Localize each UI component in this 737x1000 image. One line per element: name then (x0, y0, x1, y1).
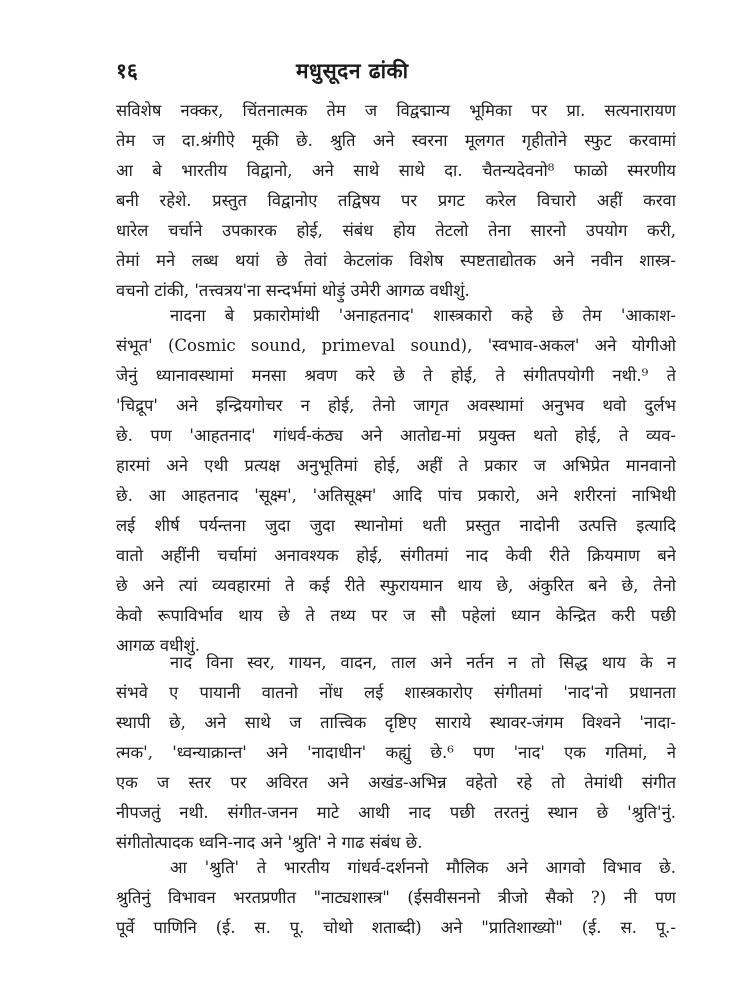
text-line: वचनो टांकी, 'तत्त्वत्रय'ना सन्दर्भमां थोड़ुं उमेरी आगळ वधीशुं. (116, 281, 470, 300)
page-header (116, 56, 676, 86)
text-line: तेमां मने लब्ध थयां छे तेवां केटलांक विशेष स्पष्टताद्योतक अने नवीन शास्त्र- (116, 251, 676, 270)
text-line: जेनुं ध्यानावस्थामां मनसा श्रवण करे छे ते होई, ते संगीतपयोगी नथी.⁹ ते (116, 366, 676, 385)
text-line: केवो रूपाविर्भाव थाय छे ते तथ्य पर ज सौ पहेलां ध्यान केन्द्रित करी पछी (116, 606, 676, 625)
text-line: संभवे ए पायानी वातनो नोंध लई शास्त्रकारोए संगीतमां 'नाद'नो प्रधानता (116, 683, 676, 702)
paragraph-3 (116, 648, 676, 858)
text-line: 'चिद्रूप' अने इन्द्रियगोचर न होई, तेनो जागृत अवस्थामां अनुभव थवो दुर्लभ (116, 396, 676, 415)
text-line: आ बे भारतीय विद्वानो, अने साथे साथे दा. चैतन्यदेवनो⁸ फाळो स्मरणीय (116, 161, 676, 180)
text-line: नाद विना स्वर, गायन, वादन, ताल अने नर्तन न तो सिद्ध थाय के न (170, 653, 676, 672)
text-line: छे. पण 'आहतनाद' गांधर्व-कंठ्य अने आतोद्य-मां प्रयुक्त थतो होई, ते व्यव- (116, 426, 676, 445)
text-line: छे अने त्यां व्यवहारमां ते कई रीते स्फुरायमान थाय छे, अंकुरित बने छे, तेनो (116, 576, 676, 595)
text-line: संभूत' (Cosmic sound, primeval sound), 'स्वभाव-अकल' अने योगीओ (116, 336, 676, 355)
text-line: धारेल चर्चाने उपकारक होई, संबंध होय तेटलो तेना सारनो उपयोग करी, (116, 221, 676, 240)
text-line: स्थापी छे, अने साथे ज तात्त्विक दृष्टिए साराये स्थावर-जंगम विश्वने 'नादा- (116, 713, 676, 732)
text-line: लई शीर्ष पर्यन्तना जुदा जुदा स्थानोमां थती प्रस्तुत नादोनी उत्पत्ति इत्यादि (116, 516, 676, 535)
text-line: त्मक', 'ध्वन्याक्रान्त' अने 'नादाधीन' कह्युं छे.⁶ पण 'नाद' एक गतिमां, ने (116, 743, 676, 762)
text-line: श्रुतिनुं विभावन भरतप्रणीत "नाट्यशास्त्र" (ईसवीसननो त्रीजो सैको ?) नी पण (116, 888, 676, 907)
text-line: तेम ज दा.श्रंगीऐ मूकी छे. श्रुति अने स्वरना मूलगत गृहीतोने स्फुट करवामां (116, 131, 676, 150)
text-line: नीपजतुं नथी. संगीत-जनन माटे आथी नाद पछी तरतनुं स्थान छे 'श्रुति'नुं. (116, 803, 676, 822)
page-number: १६ (116, 58, 138, 83)
paragraph-2 (116, 301, 676, 661)
paragraph-1 (116, 96, 676, 306)
text-line: एक ज स्तर पर अविरत अने अखंड-अभिन्न वहेतो रहे तो तेमांथी संगीत (116, 773, 676, 792)
text-line: बनी रहेशे. प्रस्तुत विद्वानोए तद्विषय पर प्रगट करेल विचारो अहीं करवा (116, 191, 676, 210)
text-line: वातो अहींनी चर्चामां अनावश्यक होई, संगीतमां नाद केवी रीते क्रियमाण बने (116, 546, 676, 565)
text-line: संगीतोत्पादक ध्वनि-नाद अने 'श्रुति' ने गाढ संबंध छे. (116, 833, 423, 852)
paragraph-4 (116, 853, 676, 943)
text-line: आ 'श्रुति' ते भारतीय गांधर्व-दर्शननो मौलिक अने आगवो विभाव छे. (170, 858, 676, 877)
text-line: हारमां अने एथी प्रत्यक्ष अनुभूतिमां होई, अहीं ते प्रकार ज अभिप्रेत मानवानो (116, 456, 676, 475)
text-line: छे. आ आहतनाद 'सूक्ष्म', 'अतिसूक्ष्म' आदि पांच प्रकारो, अने शरीरनां नाभिथी (116, 486, 676, 505)
body-text (116, 96, 676, 937)
text-line: नादना बे प्रकारोमांथी 'अनाहतनाद' शास्त्रकारो कहे छे तेम 'आकाश- (170, 306, 676, 325)
text-line: सविशेष नक्कर, चिंतनात्मक तेम ज विद्वद्मान्य भूमिका पर प्रा. सत्यनारायण (116, 101, 676, 120)
text-line: पूर्वे पाणिनि (ई. स. पू. चोथो शताब्दी) अने "प्रातिशाख्यो" (ई. स. पू.- (116, 918, 676, 937)
running-title: मधुसूदन ढांकी (296, 58, 409, 83)
text-line: आगळ वधीशुं. (116, 636, 200, 655)
